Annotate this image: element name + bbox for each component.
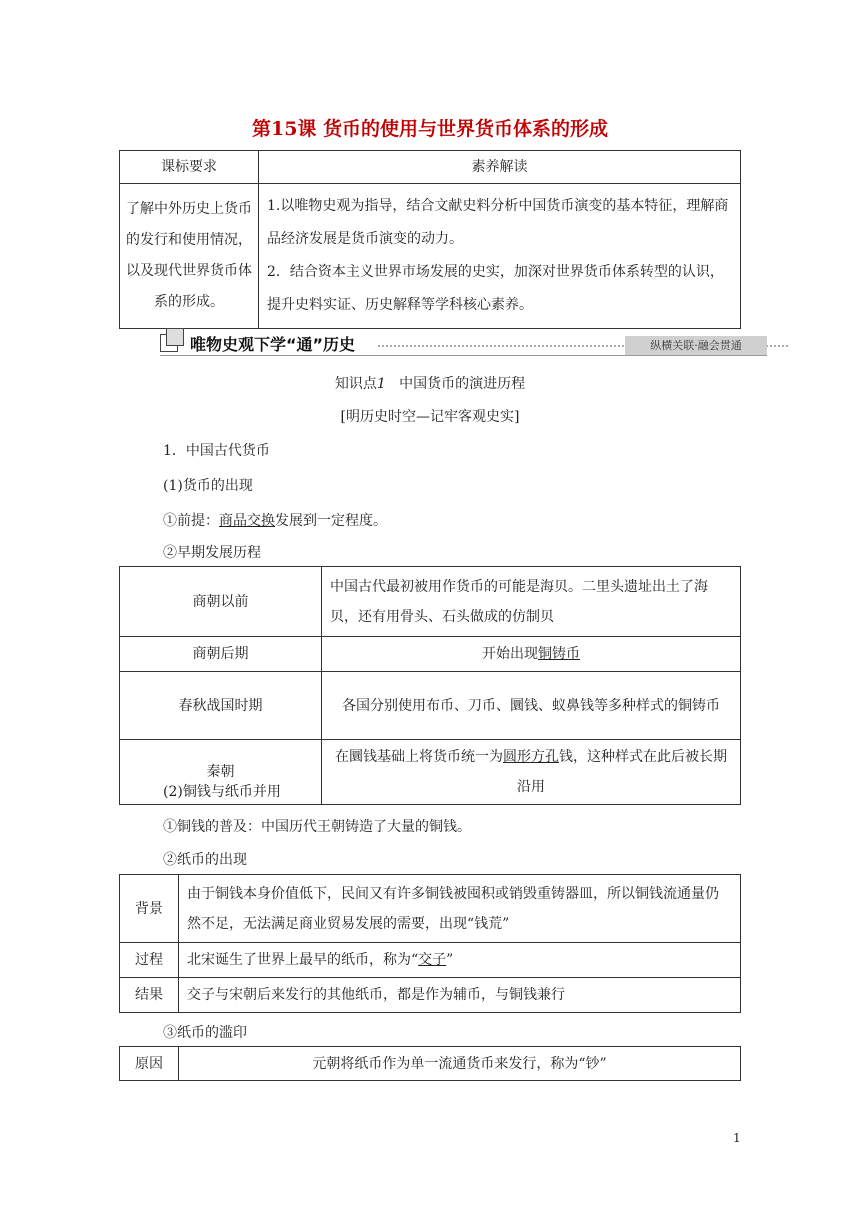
description-cell xyxy=(322,740,741,805)
description-text-tail: 钱，这种样式在此后被长期沿用 xyxy=(517,749,727,795)
row-content: 元朝将纸币作为单一流通货币来发行，称为“钞” xyxy=(179,1047,741,1081)
subsection-heading: (2)铜钱与纸币并用 xyxy=(163,784,281,800)
row-label: 过程 xyxy=(120,943,179,978)
description-cell xyxy=(322,672,741,740)
subsection-heading: (1)货币的出现 xyxy=(163,478,253,494)
page-number: 1 xyxy=(733,1131,741,1145)
header-literacy: 素养解读 xyxy=(259,151,741,184)
paper-money-table xyxy=(119,874,741,1013)
description-cell xyxy=(322,567,741,637)
period-cell: 秦朝 xyxy=(120,740,322,805)
row-text: 由于铜钱本身价值低下，民间又有许多铜钱被囤积或销毁重铸器皿，所以铜钱流通量仍然不足，无法满足商业贸易发展的需要，出现“钱荒” xyxy=(187,885,719,932)
description-text: 在圜钱基础上将货币统一为 xyxy=(335,749,503,765)
knowledge-point-heading xyxy=(0,373,860,393)
section-heading: 1．中国古代货币 xyxy=(163,443,270,459)
row-label: 背景 xyxy=(120,875,179,943)
row-label: 结果 xyxy=(120,978,179,1013)
period-cell: 春秋战国时期 xyxy=(120,672,322,740)
literacy-item-1: 1.以唯物史观为指导，结合文献史料分析中国货币演变的基本特征，理解商品经济发展是货币演变的动力。 xyxy=(267,198,729,247)
requirement-text: 了解中外历史上货币的发行和使用情况，以及现代世界货币体系的形成。 xyxy=(120,184,259,329)
section-banner xyxy=(160,332,767,358)
copper-line: ①铜钱的普及：中国历代王朝铸造了大量的铜钱。 xyxy=(163,819,471,835)
knowledge-point-title: 中国货币的演进历程 xyxy=(399,376,526,392)
description-keyword: 铜铸币 xyxy=(538,646,580,662)
description-text: 开始出现 xyxy=(482,646,538,662)
row-text-tail: ” xyxy=(446,952,454,968)
literacy-cell xyxy=(259,184,741,329)
knowledge-point-label: 知识点 xyxy=(334,376,377,392)
row-text: 北宋诞生了世界上最早的纸币，称为“ xyxy=(187,952,419,968)
premise-line xyxy=(163,510,387,530)
early-development-table xyxy=(119,566,741,805)
row-content xyxy=(179,875,741,943)
banner-title: 唯物史观下学“通”历史 xyxy=(190,335,356,354)
paper-abuse-table xyxy=(119,1046,741,1081)
description-text: 各国分别使用布币、刀币、圜钱、蚁鼻钱等多种样式的铜铸币 xyxy=(342,697,720,714)
banner-underline xyxy=(160,355,767,356)
subtitle: [明历史时空—记牢客观史实] xyxy=(340,409,520,425)
standards-table xyxy=(119,150,741,329)
description-cell xyxy=(322,637,741,672)
header-requirement: 课标要求 xyxy=(120,151,259,184)
period-cell: 商朝后期 xyxy=(120,637,322,672)
early-heading: ②早期发展历程 xyxy=(163,545,261,561)
square-icon-back xyxy=(166,328,184,346)
knowledge-point-number: 1 xyxy=(376,376,386,392)
literacy-item-2: 2．结合资本主义世界市场发展的史实，加深对世界货币体系转型的认识，提升史料实证、历史解释等学科核心素养。 xyxy=(267,264,724,313)
description-text: 中国古代最初被用作货币的可能是海贝。二里头遗址出土了海贝，还有用骨头、石头做成的仿制贝 xyxy=(330,578,708,625)
paper-heading: ②纸币的出现 xyxy=(163,852,247,868)
row-text: 交子与宋朝后来发行的其他纸币，都是作为辅币，与铜钱兼行 xyxy=(187,987,565,1003)
row-keyword: 交子 xyxy=(418,952,447,968)
premise-suffix: 发展到一定程度。 xyxy=(275,513,387,529)
period-cell: 商朝以前 xyxy=(120,567,322,637)
page-title: 第15课 货币的使用与世界货币体系的形成 xyxy=(251,118,609,140)
premise-prefix: ①前提： xyxy=(163,513,219,529)
description-keyword: 圆形方孔 xyxy=(503,749,559,765)
banner-tag: 纵横关联·融会贯通 xyxy=(625,336,767,356)
row-content xyxy=(179,978,741,1013)
row-label: 原因 xyxy=(120,1047,179,1081)
abuse-heading: ③纸币的滥印 xyxy=(163,1025,247,1041)
premise-keyword: 商品交换 xyxy=(219,513,275,529)
row-content xyxy=(179,943,741,978)
